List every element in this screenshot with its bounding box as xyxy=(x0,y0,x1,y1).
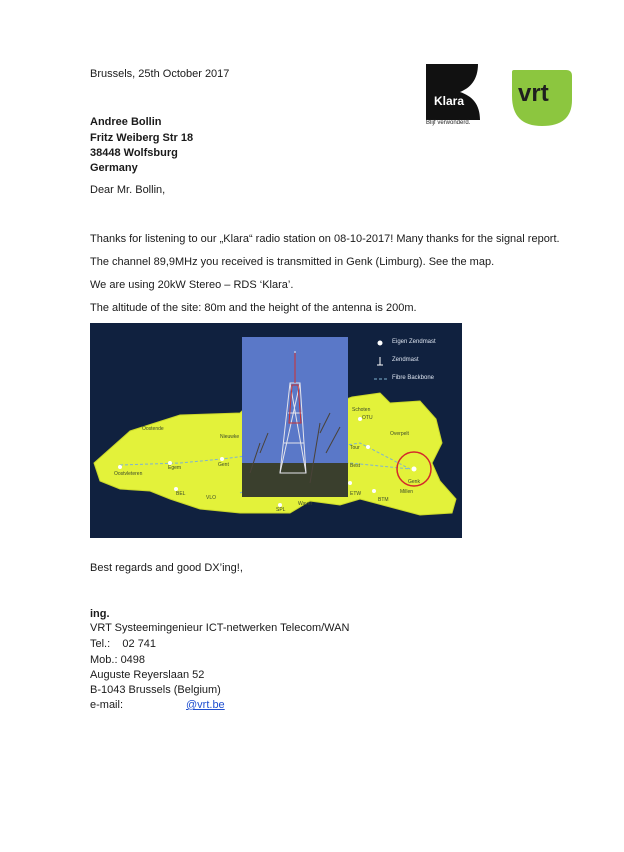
place-spl: SPL xyxy=(276,507,286,513)
paragraph-altitude: The altitude of the site: 80m and the height of the antenna is 200m. xyxy=(90,302,417,314)
transmitter-map xyxy=(90,323,462,538)
signature-email-link[interactable]: @vrt.be xyxy=(186,699,225,711)
legend-own-mast: Eigen Zendmast xyxy=(392,339,436,345)
paragraph-thanks: Thanks for listening to our „Klara“ radio station on 08-10-2017! Many thanks for the signal report. xyxy=(90,233,560,245)
place-oostende: Oostende xyxy=(142,426,164,432)
klara-tagline: Blijf verwonderd. xyxy=(426,120,471,126)
place-schoten: Schoten xyxy=(352,407,371,413)
place-bel: BEL xyxy=(176,491,186,497)
recipient-street: Fritz Weiberg Str 18 xyxy=(90,132,194,144)
signature-tel: Tel.: 02 741 xyxy=(90,638,157,650)
klara-wordmark: Klara xyxy=(434,94,465,108)
salutation: Dear Mr. Bollin, xyxy=(90,184,166,196)
klara-logo xyxy=(426,64,482,130)
place-genk: Genk xyxy=(408,479,420,485)
vrt-logo xyxy=(510,66,574,128)
recipient-name: Andree Bollin xyxy=(90,116,162,128)
paragraph-channel: The channel 89,9MHz you received is transmitted in Genk (Limburg). See the map. xyxy=(90,256,495,268)
legend-fibre: Fibre Backbone xyxy=(392,375,435,381)
place-nieuwke: Nieuwke xyxy=(220,434,240,440)
signature-mob: Mob.: 0498 xyxy=(90,654,146,666)
date-line: Brussels, 25th October 2017 xyxy=(90,68,230,80)
place-best: Best xyxy=(350,463,361,469)
place-waver: Waver xyxy=(298,501,313,507)
place-oostvleteren: Oostvleteren xyxy=(114,471,143,477)
tower-photo-ground xyxy=(242,463,348,497)
signature-city: B-1043 Brussels (Belgium) xyxy=(90,684,221,696)
vrt-wordmark: vrt xyxy=(518,80,549,107)
legend-symbols xyxy=(372,335,392,395)
recipient-city: 38448 Wolfsburg xyxy=(90,147,178,159)
signature-street: Auguste Reyerslaan 52 xyxy=(90,669,205,681)
place-etw: ETW xyxy=(350,491,362,497)
signature-email-label: e-mail: xyxy=(90,699,124,711)
paragraph-power: We are using 20kW Stereo – RDS ‘Klara’. xyxy=(90,279,294,291)
signature-role: VRT Systeemingenieur ICT-netwerken Telecom/WAN xyxy=(90,622,350,634)
legend-mast: Zendmast xyxy=(392,357,419,363)
place-gent: Gent xyxy=(218,462,229,468)
place-egem: Egem xyxy=(168,465,182,471)
place-vlo: VLO xyxy=(206,495,217,501)
place-otu: OTU xyxy=(362,415,373,421)
closing: Best regards and good DX’ing!, xyxy=(90,562,243,574)
recipient-country: Germany xyxy=(90,162,138,174)
place-overpelt: Overpelt xyxy=(390,431,409,437)
signature-title: ing. xyxy=(90,608,110,620)
place-tour: Tour xyxy=(350,445,360,451)
place-millen: Millen xyxy=(400,489,414,495)
place-btm: BTM xyxy=(378,497,389,503)
